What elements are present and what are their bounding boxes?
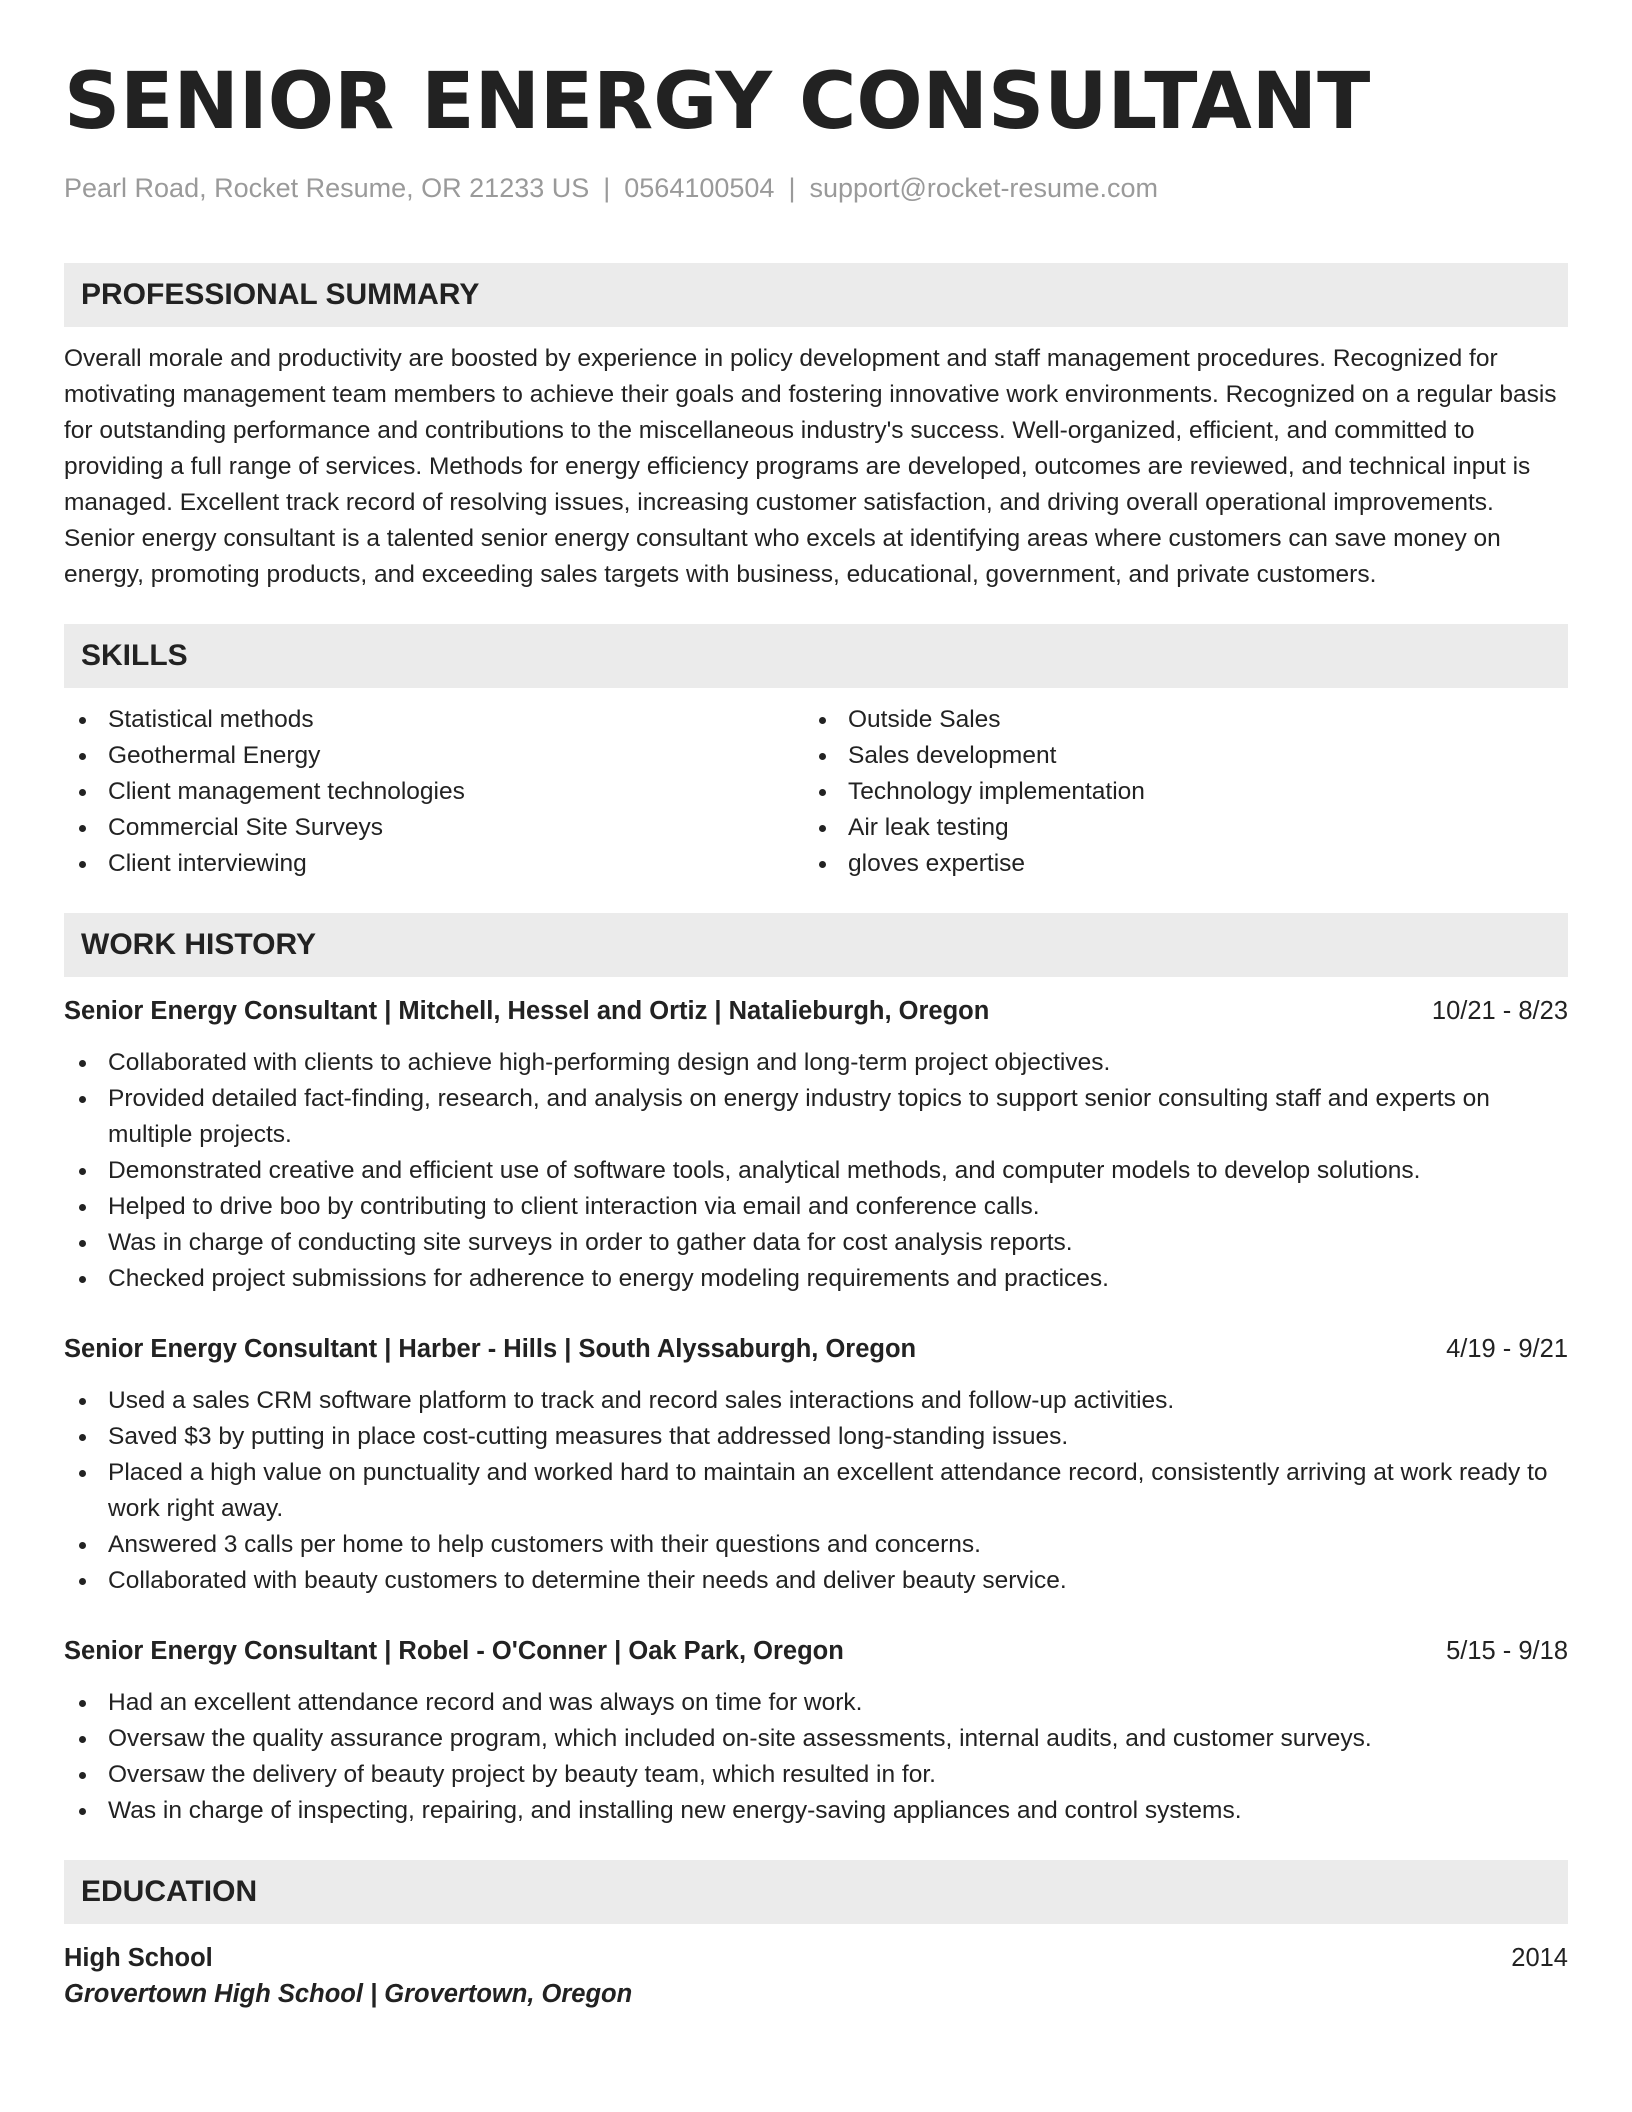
contact-email: support@rocket-resume.com (809, 173, 1158, 203)
job-entry (64, 1633, 1568, 1829)
skill-item: Outside Sales (804, 702, 1544, 738)
skill-item: Technology implementation (804, 774, 1544, 810)
job-bullet: Collaborated with clients to achieve high-performing design and long-term project objectives. (64, 1045, 1568, 1081)
skills-column-left (64, 702, 804, 882)
job-header (64, 1633, 1568, 1669)
education-header (64, 1940, 1568, 1976)
job-title: Senior Energy Consultant | Robel - O'Conner | Oak Park, Oregon (64, 1637, 844, 1665)
skills-column-right (804, 702, 1544, 882)
job-bullet: Answered 3 calls per home to help customers with their questions and concerns. (64, 1527, 1568, 1563)
section-heading-summary: PROFESSIONAL SUMMARY (64, 263, 1568, 327)
education-year: 2014 (1511, 1944, 1568, 1972)
contact-line (64, 170, 1568, 206)
job-bullet: Was in charge of conducting site surveys in order to gather data for cost analysis reports. (64, 1225, 1568, 1261)
skill-item: Commercial Site Surveys (64, 810, 804, 846)
job-dates: 4/19 - 9/21 (1446, 1335, 1568, 1363)
job-bullet: Placed a high value on punctuality and worked hard to maintain an excellent attendance record, consistently arriving at work ready to work right away. (64, 1455, 1568, 1527)
skill-item: Sales development (804, 738, 1544, 774)
skill-item: gloves expertise (804, 846, 1544, 882)
job-bullet: Oversaw the delivery of beauty project by beauty team, which resulted in for. (64, 1757, 1568, 1793)
job-bullet: Had an excellent attendance record and was always on time for work. (64, 1685, 1568, 1721)
job-dates: 10/21 - 8/23 (1431, 997, 1568, 1025)
job-title: Senior Energy Consultant | Harber - Hills | South Alyssaburgh, Oregon (64, 1335, 917, 1363)
job-bullets (64, 1383, 1568, 1599)
candidate-name: SENIOR ENERGY CONSULTANT (64, 57, 1371, 147)
skill-item: Client management technologies (64, 774, 804, 810)
job-bullet: Saved $3 by putting in place cost-cutting measures that addressed long-standing issues. (64, 1419, 1568, 1455)
contact-address: Pearl Road, Rocket Resume, OR 21233 US (64, 173, 590, 203)
section-heading-education: EDUCATION (64, 1860, 1568, 1924)
job-entry (64, 1331, 1568, 1599)
contact-separator: | (788, 173, 796, 203)
job-bullet: Used a sales CRM software platform to track and record sales interactions and follow-up activities. (64, 1383, 1568, 1419)
job-header (64, 1331, 1568, 1367)
job-bullet: Was in charge of inspecting, repairing, and installing new energy-saving appliances and control systems. (64, 1793, 1568, 1829)
section-heading-work-history: WORK HISTORY (64, 913, 1568, 977)
job-entry (64, 993, 1568, 1297)
job-bullet: Helped to drive boo by contributing to client interaction via email and conference calls. (64, 1189, 1568, 1225)
job-bullets (64, 1045, 1568, 1297)
job-header (64, 993, 1568, 1029)
job-title: Senior Energy Consultant | Mitchell, Hessel and Ortiz | Natalieburgh, Oregon (64, 997, 990, 1025)
job-bullet: Oversaw the quality assurance program, which included on-site assessments, internal audits, and customer surveys. (64, 1721, 1568, 1757)
skill-item: Air leak testing (804, 810, 1544, 846)
job-bullet: Collaborated with beauty customers to determine their needs and deliver beauty service. (64, 1563, 1568, 1599)
skill-item: Client interviewing (64, 846, 804, 882)
contact-separator: | (603, 173, 611, 203)
skill-item: Geothermal Energy (64, 738, 804, 774)
contact-phone: 0564100504 (624, 173, 775, 203)
job-bullets (64, 1685, 1568, 1829)
summary-text: Overall morale and productivity are boosted by experience in policy development and staff management procedures. Recognized for motivating management team members to achieve their goals and fostering innovative work environments. Recognized on a regular basis for outstanding performance and contributions to the miscellaneous industry's success. Well-organized, efficient, and committed to providing a full range of services. Methods for energy efficiency programs are developed, outcomes are reviewed, and technical input is managed. Excellent track record of resolving issues, increasing customer satisfaction, and driving overall operational improvements. Senior energy consultant is a talented senior energy consultant who excels at identifying areas where customers can save money on energy, promoting products, and exceeding sales targets with business, educational, government, and private customers. (64, 345, 1557, 588)
skills-list (64, 702, 1568, 882)
job-bullet: Checked project submissions for adherence to energy modeling requirements and practices. (64, 1261, 1568, 1297)
skill-item: Statistical methods (64, 702, 804, 738)
education-school: Grovertown High School | Grovertown, Oregon (64, 1980, 633, 2008)
section-heading-skills: SKILLS (64, 624, 1568, 688)
education-degree: High School (64, 1944, 213, 1972)
job-dates: 5/15 - 9/18 (1446, 1637, 1568, 1665)
job-bullet: Provided detailed fact-finding, research, and analysis on energy industry topics to support senior consulting staff and experts on multiple projects. (64, 1081, 1568, 1153)
job-bullet: Demonstrated creative and efficient use of software tools, analytical methods, and computer models to develop solutions. (64, 1153, 1568, 1189)
